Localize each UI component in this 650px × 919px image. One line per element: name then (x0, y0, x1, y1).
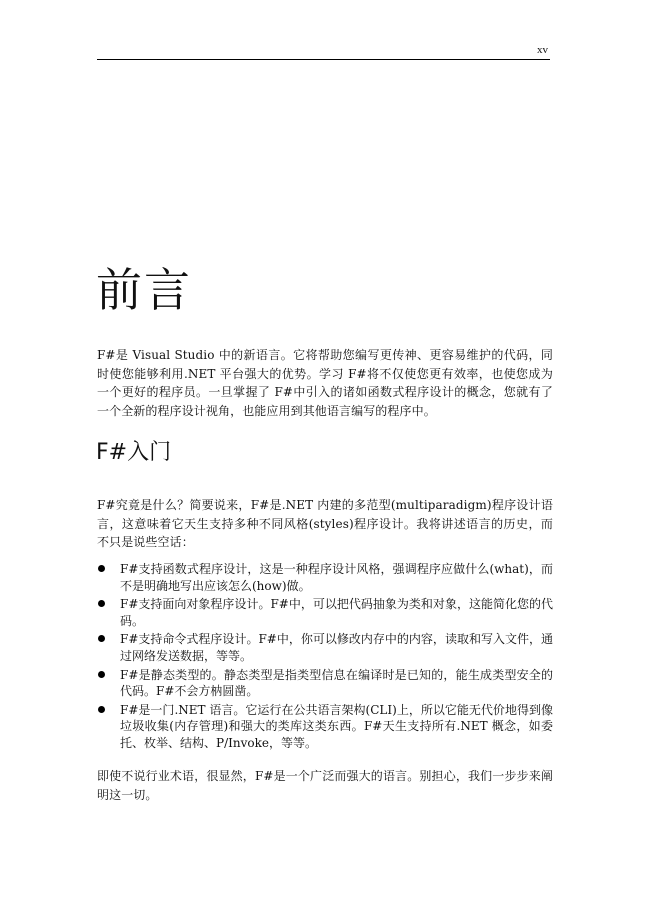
bullet-text: F#支持命令式程序设计。F#中，你可以修改内存中的内容，读取和写入文件，通过网络发送数据，等等。 (120, 632, 553, 663)
bullet-dot-icon (98, 565, 105, 572)
bullet-dot-icon (98, 600, 105, 607)
section-paragraph: F#究竟是什么？简要说来，F#是.NET 内建的多范型(multiparadigm)程序设计语言，这意味着它天生支持多种不同风格(styles)程序设计。我将讲述语言的历史，而不只是说些空话： (97, 498, 553, 550)
bullet-item (97, 631, 553, 664)
section-heading: F#入门 (96, 440, 172, 465)
bullet-item (97, 596, 553, 629)
closing-paragraph: 即使不说行业术语，很显然，F#是一个广泛而强大的语言。别担心，我们一步步来阐明这一切。 (97, 769, 553, 802)
bullet-item (97, 561, 553, 594)
bullet-text: F#是静态类型的。静态类型是指类型信息在编译时是已知的，能生成类型安全的代码。F#不会方枘圆凿。 (120, 667, 553, 699)
bullet-text: F#支持函数式程序设计，这是一种程序设计风格，强调程序应做什么(what)，而不是明确地写出应该怎么(how)做。 (120, 562, 553, 593)
bullet-item (97, 667, 553, 700)
bullet-text: F#支持面向对象程序设计。F#中，可以把代码抽象为类和对象，这能简化您的代码。 (120, 597, 553, 628)
bullet-dot-icon (98, 671, 105, 678)
bullet-text: F#是一门.NET 语言。它运行在公共语言架构(CLI)上，所以它能无代价地得到像垃圾收集(内存管理)和强大的类库这类东西。F#天生支持所有.NET 概念，如委托、枚举、结构、P/Invoke，等等。 (120, 702, 553, 750)
bullet-dot-icon (98, 635, 105, 642)
feature-bullet-list (97, 561, 553, 753)
chapter-title: 前言 (96, 263, 192, 317)
bullet-dot-icon (98, 706, 105, 713)
page-number: xv (537, 44, 548, 56)
bullet-item (97, 702, 553, 752)
intro-paragraph: F#是 Visual Studio 中的新语言。它将帮助您编写更传神、更容易维护的代码，同时使您能够利用.NET 平台强大的优势。学习 F#将不仅使您更有效率，也使您成为一个更好的程序员。一旦掌握了 F#中引入的诸如函数式程序设计的概念，您就有了一个全新的程序设计视角，也能应用到其他语言编写的程序中。 (97, 348, 553, 418)
header-rule (97, 59, 550, 60)
